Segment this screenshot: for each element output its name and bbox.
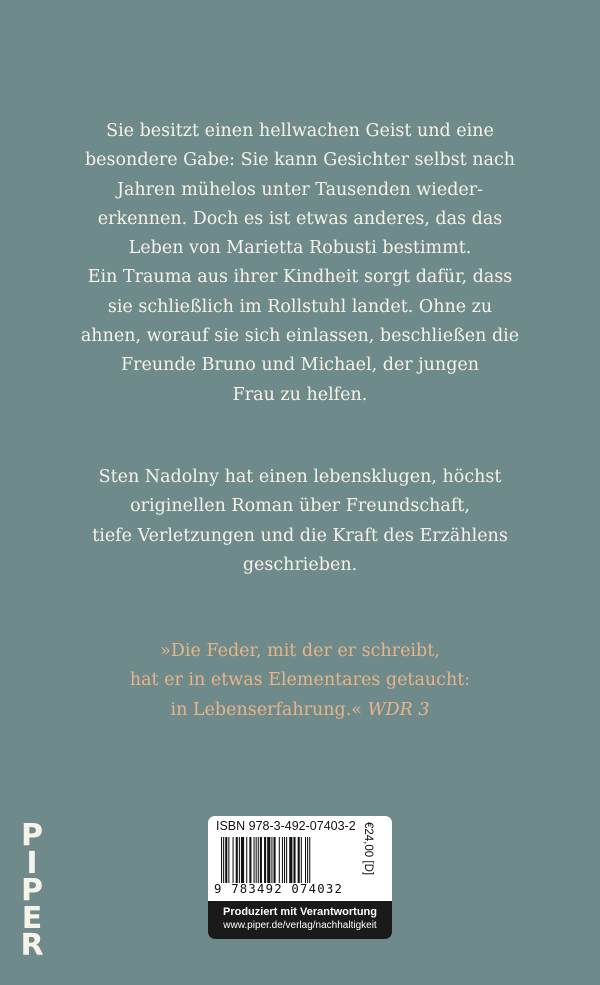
- barcode-bars: [220, 837, 354, 883]
- barcode-bar: [246, 837, 247, 883]
- responsibility-title: Produziert mit Verantwortung: [222, 906, 377, 918]
- quote-source: WDR 3: [367, 699, 430, 720]
- blurb-line: tiefe Verletzungen und die Kraft des Erzählens: [92, 525, 508, 546]
- barcode-bar: [307, 837, 308, 883]
- responsibility-url: www.piper.de/verlag/nachhaltigkeit: [223, 920, 377, 931]
- blurb-line: Freunde Bruno und Michael, der jungen: [120, 355, 480, 376]
- blurb-line: Sten Nadolny hat einen lebensklugen, höchst: [98, 467, 502, 487]
- logo-letter: P: [21, 818, 43, 853]
- barcode-bar: [260, 837, 262, 883]
- blurb-line: Ein Trauma aus ihrer Kindheit sorgt dafür, dass: [87, 267, 513, 288]
- quote-line: »Die Feder, mit der er schreibt,: [160, 641, 440, 661]
- barcode-label: [208, 816, 392, 939]
- barcode-bar: [282, 837, 283, 883]
- logo-letter: R: [20, 928, 44, 963]
- publisher-logo: [14, 818, 50, 963]
- barcode-bar: [286, 837, 287, 883]
- barcode-bar: [284, 837, 285, 883]
- blurb-line: erkennen. Doch es ist etwas anderes, das das: [97, 208, 503, 229]
- barcode-bar: [264, 837, 266, 883]
- barcode-bar: [305, 837, 306, 883]
- barcode-bar: [233, 837, 234, 883]
- quote-line: [60, 696, 540, 725]
- blurb-line: ahnen, worauf sie sich einlassen, beschließen die: [80, 326, 520, 347]
- blurb-line: Frau zu helfen.: [232, 384, 368, 405]
- responsibility-banner: [208, 901, 392, 939]
- barcode-bar: [258, 837, 259, 883]
- logo-letter: I: [26, 845, 38, 881]
- barcode-bar: [221, 837, 222, 883]
- barcode-digits: 9 783492 074032: [214, 882, 344, 896]
- barcode-bar: [254, 837, 255, 883]
- blurb-line: Jahren mühelos unter Tausenden wieder-: [116, 179, 484, 200]
- barcode-bar: [239, 837, 240, 883]
- logo-letter: P: [21, 873, 43, 908]
- blurb-paragraph-1: [60, 117, 540, 410]
- barcode-bar: [301, 837, 302, 883]
- barcode-bar: [309, 837, 310, 883]
- quote-text: in Lebenserfahrung.«: [170, 699, 363, 720]
- blurb-line: Leben von Marietta Robusti bestimmt.: [128, 238, 472, 259]
- blurb-line: besondere Gabe: Sie kann Gesichter selbst nach: [84, 150, 516, 171]
- review-quote: [60, 637, 540, 725]
- barcode-bar: [298, 837, 300, 883]
- barcode-bar: [241, 837, 244, 883]
- barcode-bar: [223, 837, 224, 883]
- logo-letter: E: [21, 900, 43, 936]
- barcode-bar: [249, 837, 251, 883]
- barcode-bar: [236, 837, 238, 883]
- barcode-bar: [289, 837, 292, 883]
- price-label: €24,00 [D]: [362, 822, 374, 876]
- barcode-bar: [271, 837, 272, 883]
- barcode-bar: [267, 837, 270, 883]
- barcode-bar: [225, 837, 227, 883]
- blurb-line: geschrieben.: [242, 554, 358, 575]
- blurb-paragraph-2: [60, 463, 540, 580]
- blurb-line: sie schließlich im Rollstuhl landet. Ohne zu: [107, 296, 493, 317]
- barcode-bar: [256, 837, 257, 883]
- isbn-label: ISBN 978-3-492-07403-2: [216, 819, 356, 833]
- barcode-bar: [279, 837, 280, 883]
- barcode-bar: [228, 837, 229, 883]
- quote-line: hat er in etwas Elementares getaucht:: [129, 670, 471, 691]
- barcode-bar: [293, 837, 295, 883]
- barcode-bar: [274, 837, 276, 883]
- blurb-line: Sie besitzt einen hellwachen Geist und eine: [106, 121, 494, 141]
- blurb-line: originellen Roman über Freundschaft,: [130, 496, 470, 517]
